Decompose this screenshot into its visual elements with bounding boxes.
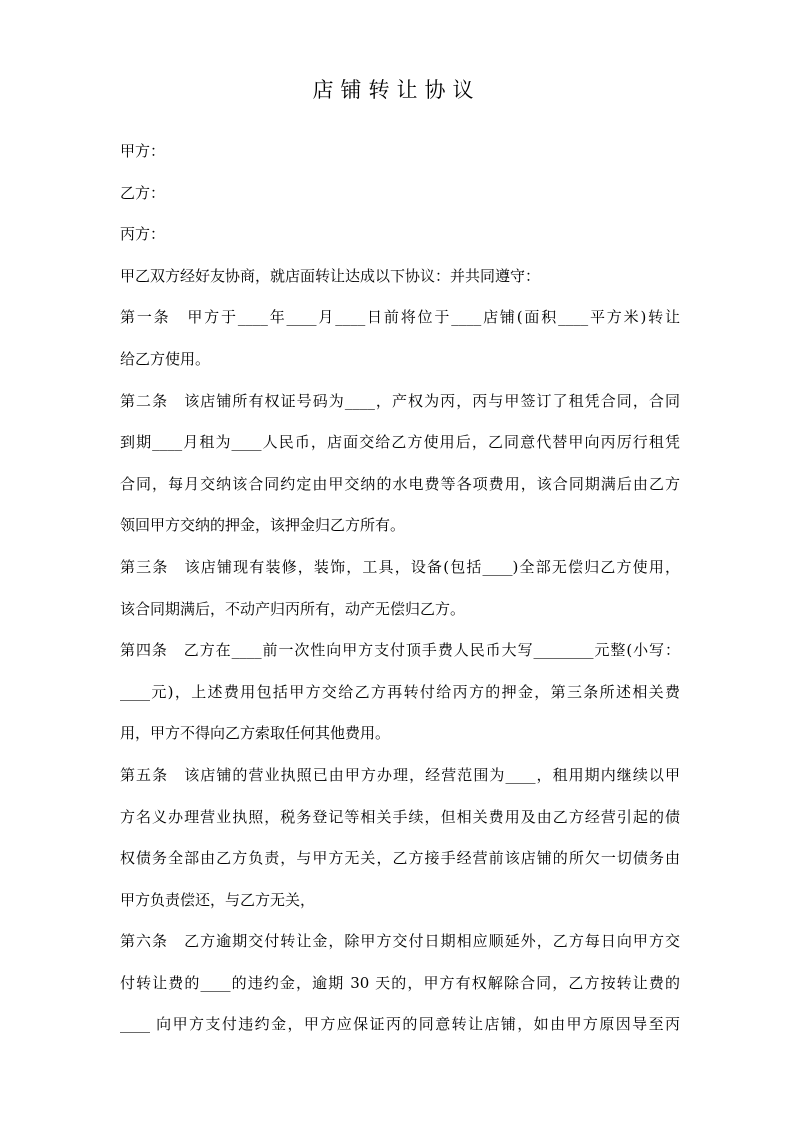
document-body bbox=[120, 137, 680, 1052]
text-line: ____元)，上述费用包括甲方交给乙方再转付给丙方的押金，第三条所述相关费 bbox=[120, 682, 680, 701]
text-line: 第四条 乙方在____前一次性向甲方支付顶手费人民币大写________元整(小写： bbox=[120, 641, 680, 660]
text-line: 领回甲方交纳的押金，该押金归乙方所有。 bbox=[120, 516, 406, 535]
text-line: 丙方： bbox=[120, 225, 166, 244]
text-line: 合同，每月交纳该合同约定由甲交纳的水电费等各项费用，该合同期满后由乙方 bbox=[120, 474, 680, 493]
text-line: 付转让费的____的违约金，逾期 30 天的，甲方有权解除合同，乙方按转让费的 bbox=[120, 973, 680, 992]
text-line: 第六条 乙方逾期交付转让金，除甲方交付日期相应顺延外，乙方每日向甲方交 bbox=[120, 932, 680, 951]
text-line: 到期____月租为____人民币，店面交给乙方使用后，乙同意代替甲向丙厉行租凭 bbox=[120, 433, 680, 452]
document-title: 店铺转让协议 bbox=[312, 78, 481, 102]
text-line: ____ 向甲方支付违约金，甲方应保证丙的同意转让店铺，如由甲方原因导至丙 bbox=[120, 1015, 680, 1034]
text-line: 第三条 该店铺现有装修，装饰，工具，设备(包括____)全部无偿归乙方使用， bbox=[120, 557, 680, 576]
text-line: 给乙方使用。 bbox=[120, 349, 211, 368]
text-line: 方名义办理营业执照，税务登记等相关手续，但相关费用及由乙方经营引起的债 bbox=[120, 807, 680, 826]
text-line: 第二条 该店铺所有权证号码为____，产权为丙，丙与甲签订了租凭合同，合同 bbox=[120, 391, 680, 410]
text-line: 甲乙双方经好友协商，就店面转让达成以下协议：并共同遵守： bbox=[120, 266, 541, 285]
text-line: 权债务全部由乙方负责，与甲方无关，乙方接手经营前该店铺的所欠一切债务由 bbox=[120, 849, 680, 868]
text-line: 甲方： bbox=[120, 142, 166, 160]
text-line: 该合同期满后，不动产归丙所有，动产无偿归乙方。 bbox=[120, 599, 466, 618]
text-line: 第一条 甲方于____年____月____日前将位于____店铺(面积____平方米)转让 bbox=[120, 308, 680, 327]
text-line: 甲方负责偿还，与乙方无关， bbox=[120, 890, 316, 909]
text-line: 用，甲方不得向乙方索取任何其他费用。 bbox=[120, 724, 391, 743]
text-line: 乙方： bbox=[120, 183, 166, 202]
text-line: 第五条 该店铺的营业执照已由甲方办理，经营范围为____，租用期内继续以甲 bbox=[120, 765, 680, 784]
